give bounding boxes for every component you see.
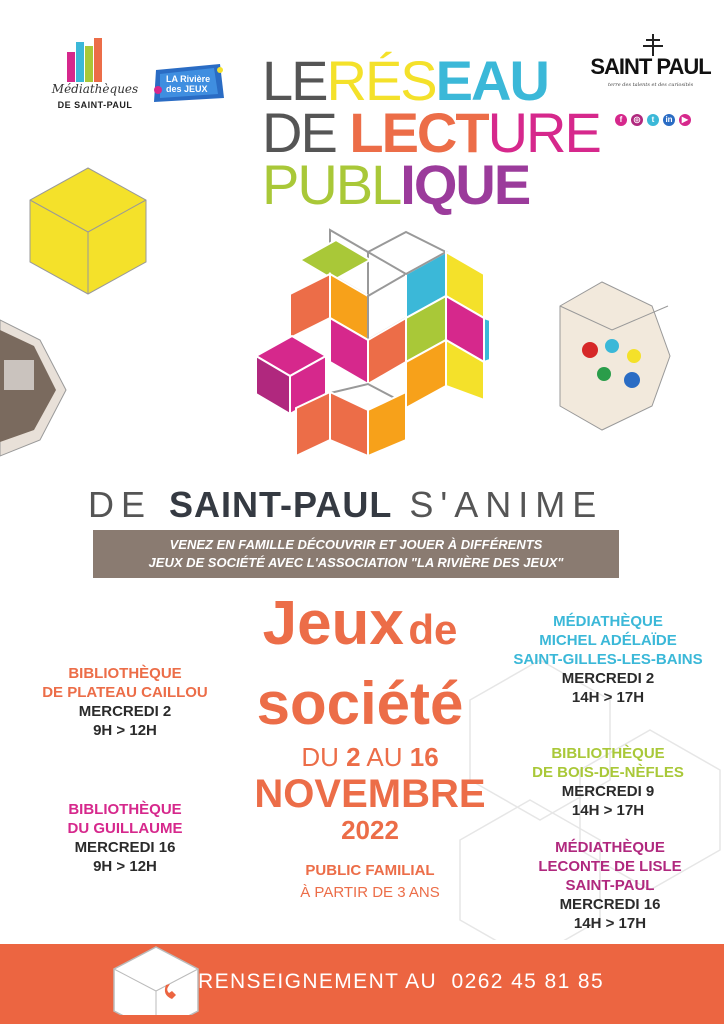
logo-bars bbox=[67, 38, 107, 82]
banner-line-1: VENEZ EN FAMILLE DÉCOUVRIR ET JOUER À DIFFÉRENTS bbox=[169, 537, 543, 552]
riviere-des-jeux-logo bbox=[150, 60, 228, 106]
library-leconte-de-lisle bbox=[520, 838, 700, 933]
library-name: MÉDIATHÈQUE bbox=[555, 839, 665, 856]
footer-label: RENSEIGNEMENT AU bbox=[198, 970, 438, 993]
heading-city: SAINT-PAUL bbox=[169, 484, 393, 525]
library-name-3: SAINT-GILLES-LES-BAINS bbox=[513, 651, 703, 668]
library-name-2: DE BOIS-DE-NÈFLES bbox=[532, 764, 684, 781]
logo-subtext: DE SAINT-PAUL bbox=[57, 100, 133, 110]
date-start: 2 bbox=[346, 742, 361, 772]
library-day: MERCREDI 9 bbox=[561, 783, 655, 800]
library-hours: 14H > 17H bbox=[571, 802, 645, 819]
library-hours: 9H > 12H bbox=[93, 858, 157, 875]
title-le: LE bbox=[262, 49, 327, 112]
instagram-icon[interactable]: ◎ bbox=[631, 114, 643, 126]
library-bois-de-nefles bbox=[523, 744, 693, 820]
date-year: 2022 bbox=[341, 815, 399, 845]
event-title-jeux: Jeux bbox=[262, 589, 404, 658]
phone-cube-icon bbox=[100, 945, 200, 1015]
library-day: MERCREDI 16 bbox=[559, 896, 661, 913]
library-name-2: LECONTE DE LISLE bbox=[538, 858, 682, 875]
heading-prefix: DE bbox=[88, 484, 153, 525]
date-au: AU bbox=[366, 742, 403, 772]
library-name-2: MICHEL ADÉLAÏDE bbox=[539, 632, 677, 649]
library-hours: 14H > 17H bbox=[573, 915, 647, 932]
audience-public: PUBLIC FAMILIAL bbox=[305, 862, 435, 879]
title-lect: LECT bbox=[349, 101, 488, 164]
footer-contact bbox=[198, 970, 604, 994]
library-day: MERCREDI 2 bbox=[78, 703, 172, 720]
library-name: BIBLIOTHÈQUE bbox=[551, 745, 665, 762]
title-res: RÉS bbox=[326, 49, 436, 112]
library-name: BIBLIOTHÈQUE bbox=[68, 801, 182, 818]
saint-paul-tagline: terre des talents et des curiosités bbox=[608, 82, 694, 88]
twitter-icon[interactable]: t bbox=[647, 114, 659, 126]
library-hours: 9H > 12H bbox=[93, 722, 157, 739]
library-guillaume bbox=[40, 800, 210, 876]
library-day: MERCREDI 16 bbox=[74, 839, 176, 856]
library-name: BIBLIOTHÈQUE bbox=[68, 665, 182, 682]
cube-illustration bbox=[0, 160, 724, 460]
library-name-3: SAINT-PAUL bbox=[565, 877, 655, 894]
game-pieces-cube-icon bbox=[560, 282, 670, 430]
audience-info bbox=[260, 860, 480, 904]
title-de: DE bbox=[262, 101, 350, 164]
library-day: MERCREDI 2 bbox=[561, 670, 655, 687]
banner-line-2: JEUX DE SOCIÉTÉ AVEC L'ASSOCIATION "LA RIVIÈRE DES JEUX" bbox=[148, 555, 564, 570]
heading-suffix: S'ANIME bbox=[409, 484, 604, 525]
saint-paul-logo bbox=[588, 42, 713, 130]
mediatheques-logo bbox=[45, 38, 145, 118]
date-month: NOVEMBRE bbox=[254, 772, 486, 816]
youtube-icon[interactable]: ▶ bbox=[679, 114, 691, 126]
date-end: 16 bbox=[409, 742, 439, 772]
library-plateau-caillou bbox=[40, 664, 210, 740]
saint-paul-name: SAINT PAUL bbox=[590, 54, 711, 79]
title-eau: EAU bbox=[435, 49, 548, 112]
library-name-2: DE PLATEAU CAILLOU bbox=[42, 684, 208, 701]
title-ique: IQUE bbox=[400, 153, 530, 216]
library-hours: 14H > 17H bbox=[571, 689, 645, 706]
event-title bbox=[205, 589, 515, 737]
library-name-2: DU GUILLAUME bbox=[67, 820, 183, 837]
facebook-icon[interactable]: f bbox=[615, 114, 627, 126]
event-title-societe: société bbox=[256, 670, 464, 737]
library-name: MÉDIATHÈQUE bbox=[553, 613, 663, 630]
intro-banner bbox=[93, 530, 619, 578]
linkedin-icon[interactable]: in bbox=[663, 114, 675, 126]
footer-phone[interactable]: 0262 45 81 85 bbox=[451, 970, 605, 993]
date-du: DU bbox=[301, 742, 339, 772]
library-michel-adelaide bbox=[508, 612, 708, 707]
game-photo-cube-icon bbox=[0, 320, 66, 456]
audience-age: À PARTIR DE 3 ANS bbox=[300, 884, 440, 901]
title-publ: PUBL bbox=[262, 153, 401, 216]
social-icons bbox=[615, 114, 691, 126]
event-title-de: de bbox=[408, 606, 458, 653]
riviere-logo-text: LA Rivière des JEUX bbox=[166, 74, 211, 94]
rubik-cube-icon bbox=[256, 230, 490, 456]
event-dates bbox=[230, 742, 510, 846]
logo-script-text: Médiathèques bbox=[51, 82, 139, 96]
yellow-cube-icon bbox=[30, 168, 146, 294]
saint-paul-anime-heading bbox=[88, 484, 648, 526]
title-ure: URE bbox=[487, 101, 600, 164]
